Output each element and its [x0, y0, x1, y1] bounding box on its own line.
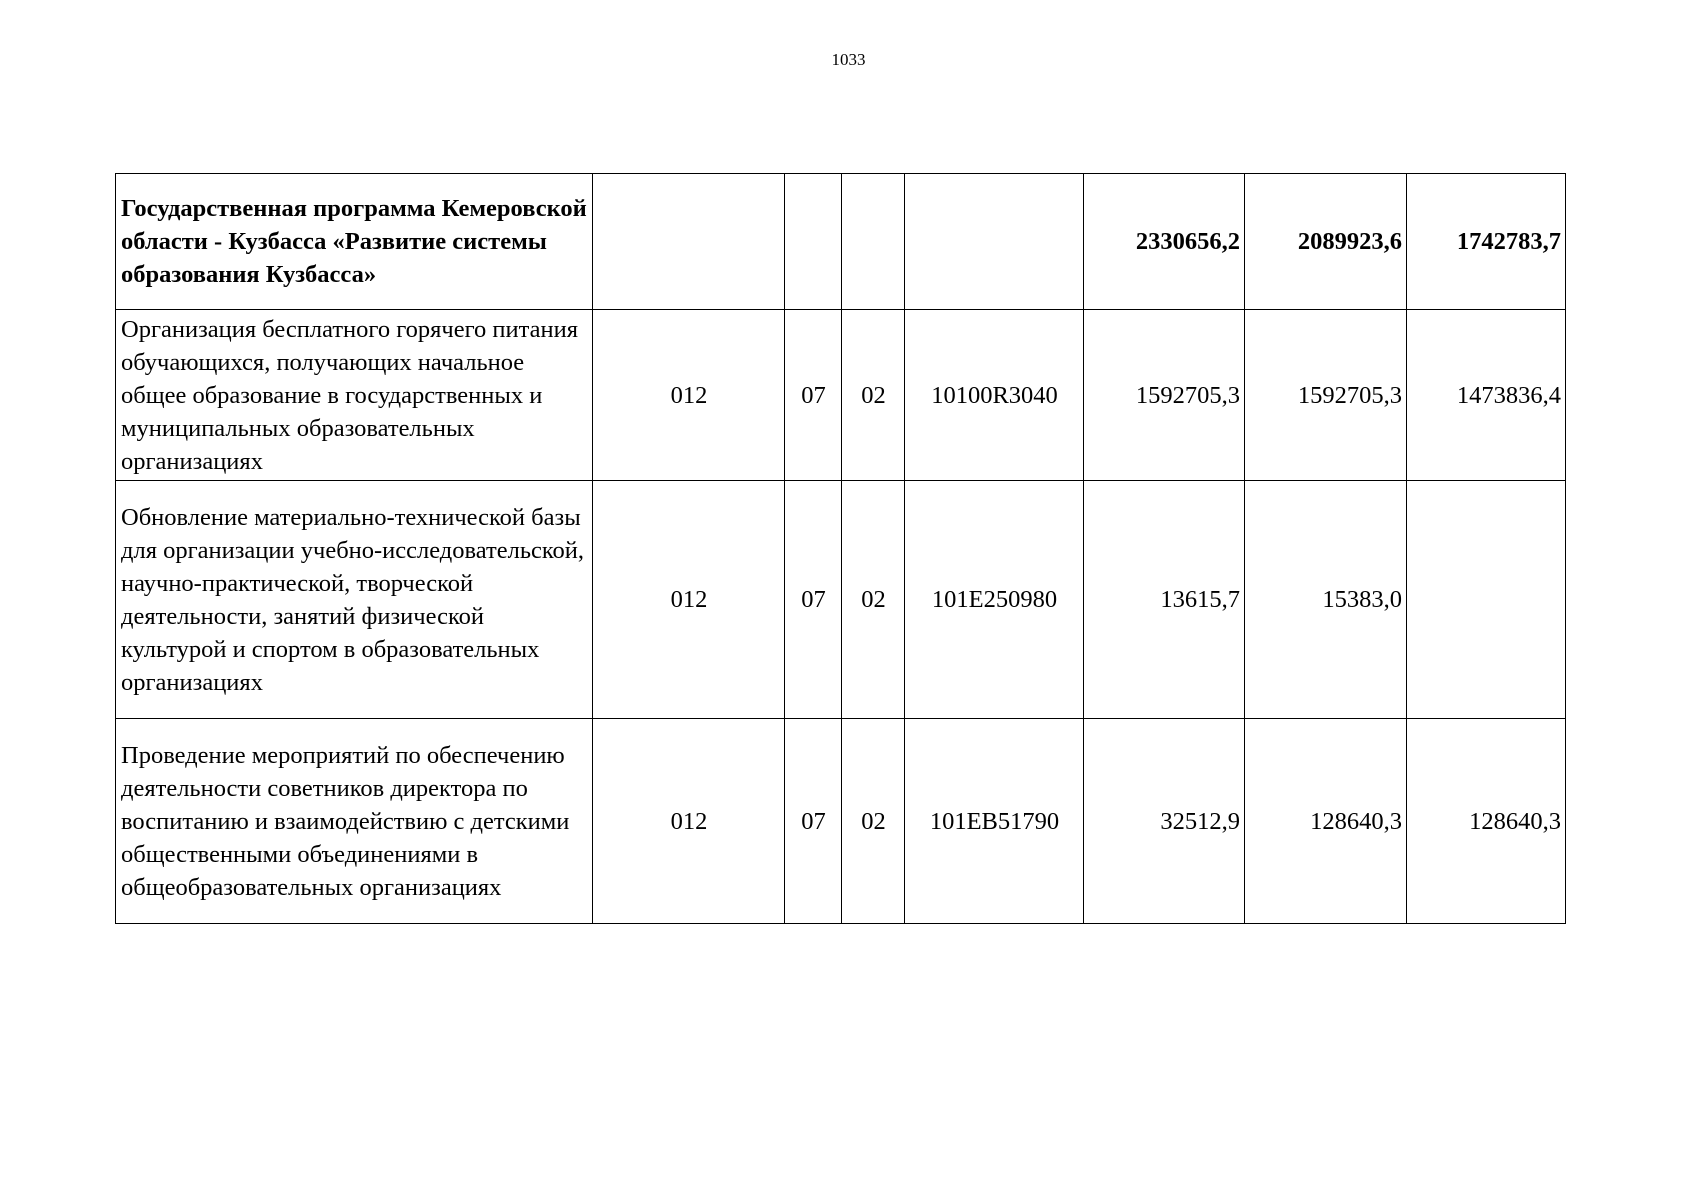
subsection-code-cell: 02: [842, 719, 905, 924]
amount-3-cell: 128640,3: [1407, 719, 1566, 924]
amount-1-cell: 32512,9: [1084, 719, 1245, 924]
amount-2-cell: 2089923,6: [1245, 174, 1407, 310]
section-code-cell: 07: [785, 719, 842, 924]
amount-1-cell: 1592705,3: [1084, 310, 1245, 481]
amount-2-cell: 1592705,3: [1245, 310, 1407, 481]
section-code-cell: 07: [785, 310, 842, 481]
budget-table: [115, 173, 1566, 924]
amount-1-cell: 13615,7: [1084, 481, 1245, 719]
section-code-cell: 07: [785, 481, 842, 719]
amount-2-cell: 128640,3: [1245, 719, 1407, 924]
amount-3-cell: [1407, 481, 1566, 719]
ministry-code-cell: 012: [593, 481, 785, 719]
table-row-program: [116, 174, 1566, 310]
table-row: [116, 310, 1566, 481]
subsection-code-cell: [842, 174, 905, 310]
subsection-code-cell: 02: [842, 310, 905, 481]
amount-3-cell: 1742783,7: [1407, 174, 1566, 310]
row-name-cell: Организация бесплатного горячего питания обучающихся, получающих начальное общее образование в государственных и муниципальных образовательных организациях: [116, 310, 593, 481]
amount-2-cell: 15383,0: [1245, 481, 1407, 719]
table-row: [116, 719, 1566, 924]
table-row: [116, 481, 1566, 719]
subsection-code-cell: 02: [842, 481, 905, 719]
ministry-code-cell: 012: [593, 310, 785, 481]
target-article-cell: [905, 174, 1084, 310]
amount-1-cell: 2330656,2: [1084, 174, 1245, 310]
section-code-cell: [785, 174, 842, 310]
ministry-code-cell: [593, 174, 785, 310]
row-name-cell: Обновление материально-технической базы для организации учебно-исследовательской, научно-практической, творческой деятельности, занятий физической культурой и спортом в образовательных организациях: [116, 481, 593, 719]
amount-3-cell: 1473836,4: [1407, 310, 1566, 481]
ministry-code-cell: 012: [593, 719, 785, 924]
target-article-cell: 101EB51790: [905, 719, 1084, 924]
row-name-cell: Государственная программа Кемеровской области - Кузбасса «Развитие системы образования Кузбасса»: [116, 174, 593, 310]
page-number: 1033: [831, 50, 866, 69]
row-name-cell: Проведение мероприятий по обеспечению деятельности советников директора по воспитанию и взаимодействию с детскими общественными объединениями в общеобразовательных организациях: [116, 719, 593, 924]
target-article-cell: 10100R3040: [905, 310, 1084, 481]
target-article-cell: 101E250980: [905, 481, 1084, 719]
